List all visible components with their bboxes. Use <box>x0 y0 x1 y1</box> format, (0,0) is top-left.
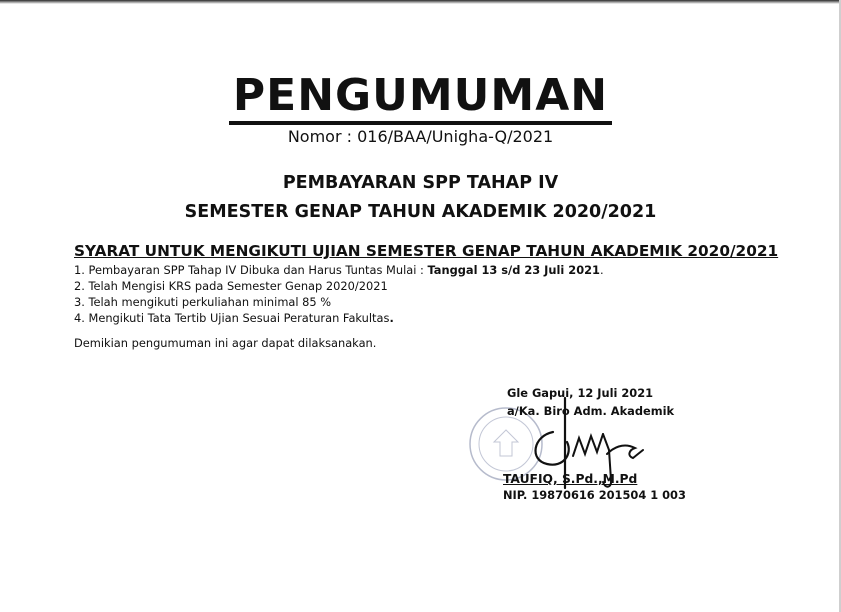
requirement-item: 4. Mengikuti Tata Tertib Ujian Sesuai Peraturan Fakultas. <box>74 311 394 325</box>
scan-edge-top <box>0 0 841 4</box>
title-line-1: PEMBAYARAN SPP TAHAP IV <box>282 173 559 193</box>
signatory-name: TAUFIQ, S.Pd.,M.Pd <box>503 472 638 486</box>
closing-statement: Demikian pengumuman ini agar dapat dilaksanakan. <box>74 336 377 350</box>
requirement-item: 2. Telah Mengisi KRS pada Semester Genap 2020/2021 <box>74 279 388 293</box>
heading-text: PENGUMUMAN <box>229 71 612 125</box>
requirements-heading: SYARAT UNTUK MENGIKUTI UJIAN SEMESTER GENAP TAHUN AKADEMIK 2020/2021 <box>74 242 779 260</box>
requirements-list <box>74 262 604 326</box>
title-line-2: SEMESTER GENAP TAHUN AKADEMIK 2020/2021 <box>184 202 657 222</box>
signature-place-date: Gle Gapui, 12 Juli 2021 <box>507 386 654 400</box>
handwritten-signature <box>495 392 665 492</box>
signature-office: a/Ka. Biro Adm. Akademik <box>507 404 675 418</box>
document-number: Nomor : 016/BAA/Unigha-Q/2021 <box>287 127 554 146</box>
requirement-item: 1. Pembayaran SPP Tahap IV Dibuka dan Harus Tuntas Mulai : Tanggal 13 s/d 23 Juli 2021. <box>74 263 604 277</box>
announcement-heading <box>0 68 841 125</box>
signatory-nip: NIP. 19870616 201504 1 003 <box>503 488 686 502</box>
requirement-item: 3. Telah mengikuti perkuliahan minimal 85 % <box>74 295 332 309</box>
